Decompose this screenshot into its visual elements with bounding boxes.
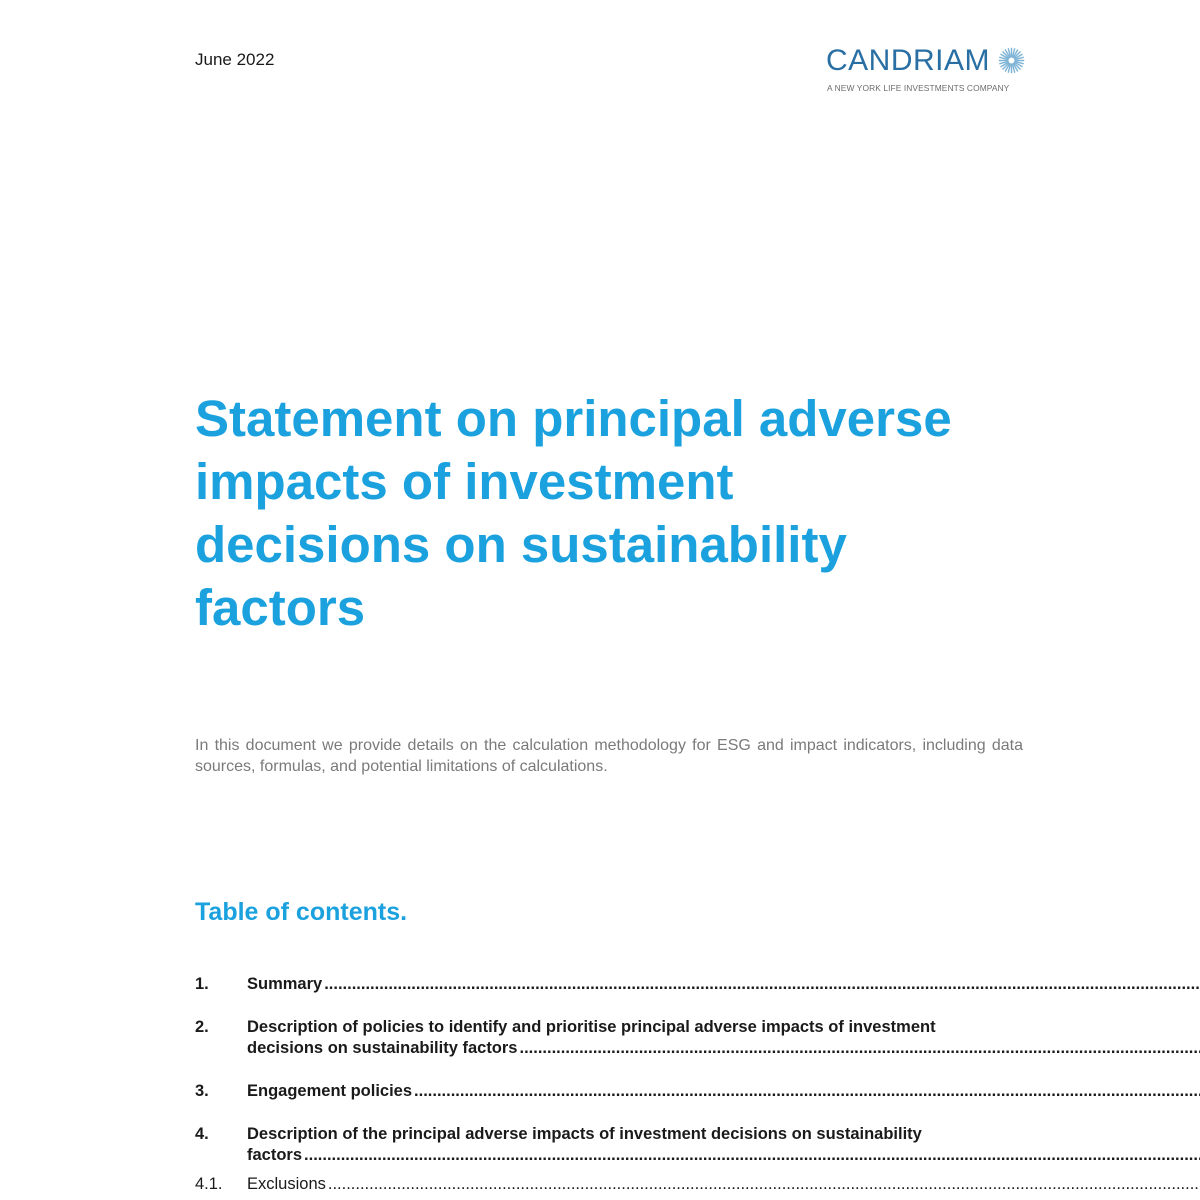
toc-entry-policies[interactable]	[195, 1017, 1021, 1059]
logo-tagline: A NEW YORK LIFE INVESTMENTS COMPANY	[827, 83, 1010, 93]
toc-title: Summary	[247, 975, 323, 993]
toc-entry-adverse-impacts[interactable]	[195, 1124, 1021, 1166]
toc-leader-dots	[328, 1174, 1200, 1195]
title-line: Statement on principal adverse	[195, 390, 952, 447]
toc-title: decisions on sustainability factors	[247, 1039, 518, 1057]
title-line: impacts of investment	[195, 453, 734, 510]
document-title	[195, 387, 1055, 639]
toc-leader-dots	[414, 1081, 1200, 1102]
toc-leader-dots	[520, 1038, 1200, 1059]
toc-title: Engagement policies	[247, 1082, 413, 1100]
toc-number: 1.	[195, 975, 209, 993]
toc-title-line: Description of the principal adverse impacts of investment decisions on sustainability	[247, 1125, 922, 1143]
title-line: factors	[195, 579, 366, 636]
title-line: decisions on sustainability	[195, 516, 847, 573]
toc-title: factors	[247, 1146, 303, 1164]
toc-number: 4.1.	[195, 1175, 223, 1193]
toc-number: 4.	[195, 1125, 209, 1143]
intro-paragraph: In this document we provide details on the calculation methodology for ESG and impact indicators, including data sources, formulas, and potential limitations of calculations.	[195, 737, 1023, 775]
toc-leader-dots	[304, 1145, 1200, 1166]
sunburst-icon	[998, 47, 1025, 74]
document-date: June 2022	[195, 50, 275, 69]
toc-number: 2.	[195, 1018, 209, 1036]
toc-leader-dots	[324, 974, 1200, 995]
toc-entry-engagement[interactable]	[195, 1081, 1021, 1102]
logo-wordmark: CANDRIAM	[826, 44, 991, 77]
toc-number: 3.	[195, 1082, 209, 1100]
toc-heading: Table of contents.	[195, 898, 408, 926]
toc-title-line: Description of policies to identify and prioritise principal adverse impacts of investment	[247, 1018, 936, 1036]
toc-title: Exclusions	[247, 1175, 326, 1193]
toc-entry-exclusions[interactable]	[195, 1174, 1021, 1195]
company-logo	[826, 44, 1026, 94]
toc-entry-summary[interactable]	[195, 974, 1021, 995]
